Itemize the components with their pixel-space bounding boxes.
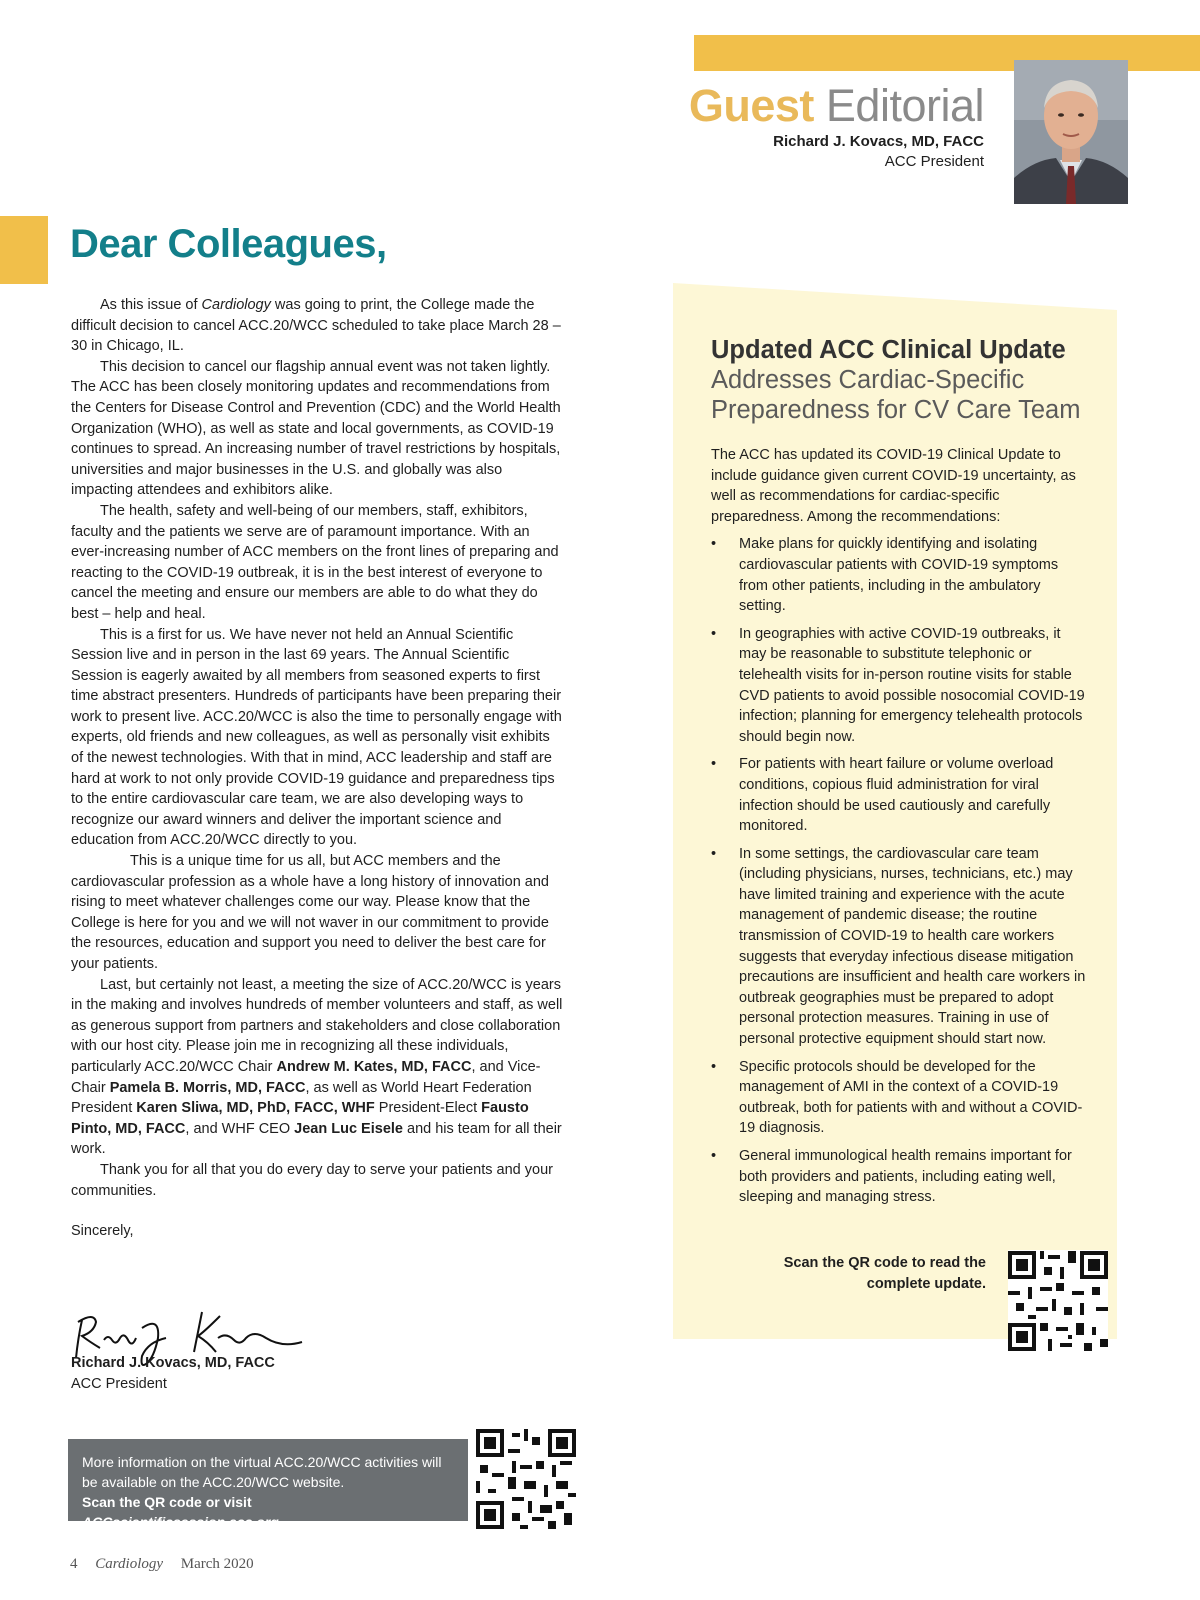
bullet-icon: • <box>711 536 717 553</box>
left-accent-tab <box>0 216 48 284</box>
list-item: • Specific protocols should be developed for the management of AMI in the context of a COVID-19 outbreak, both for patients with and without a COVID-19 diagnosis. <box>711 1058 1083 1137</box>
sidebar-qr-caption: Scan the QR code to read the complete update. <box>783 1255 986 1292</box>
letter-paragraph <box>71 295 563 357</box>
list-item: • General immunological health remains important for both providers and patients, including eating well, sleeping and managing stress. <box>711 1148 1072 1206</box>
bullet-icon: • <box>711 756 717 773</box>
magazine-name: Cardiology <box>201 297 271 313</box>
bullet-icon: • <box>711 845 717 862</box>
author-portrait <box>1014 60 1128 204</box>
info-box-text: More information on the virtual ACC.20/WCC activities will be available on the ACC.20/WCC website. <box>82 1454 442 1490</box>
qr-code-icon[interactable] <box>476 1429 576 1529</box>
list-item: • Make plans for quickly identifying and isolating cardiovascular patients with COVID-19 symptoms from other patients, including in the ambulatory setting. <box>711 536 1059 615</box>
letter-paragraph: The health, safety and well-being of our members, staff, exhibitors, faculty and the patients we serve are of paramount importance. With an ever-increasing number of ACC members on the front lines of preparing and reacting to the COVID-19 outbreak, it is in the best interest of everyone to cancel the meeting and ensure our members are able to do what they do best – help and heal. <box>71 502 559 622</box>
page-number: 4 <box>70 1556 78 1572</box>
letter-paragraph: Last, but certainly not least, a meeting the size of ACC.20/WCC is years in the making and involves hundreds of member volunteers and staff, as well as generous support from partners and stakeholders and close collaboration with our host city. Please join me in recognizing all these individuals, particularly ACC.20/WCC Chair Andrew M. Kates, MD, FACC, and Vice-Chair Pamela B. Morris, MD, FACC, as well as World Heart Federation President Karen Sliwa, MD, PhD, FACC, WHF President-Elect Fausto Pinto, MD, FACC, and WHF CEO Jean Luc Eisele and his team for all their work. <box>71 976 563 1158</box>
section-title-word2: Editorial <box>825 80 984 131</box>
author-name: Richard J. Kovacs, MD, FACC <box>773 133 984 150</box>
letter-greeting: Dear Colleagues, <box>70 222 387 266</box>
honoree-name: Fausto Pinto, MD, FACC <box>71 1100 529 1137</box>
sidebar-subheading: Addresses Cardiac-Specific Preparedness for CV Care Team <box>711 366 1081 424</box>
honoree-name: Pamela B. Morris, MD, FACC <box>109 1079 306 1096</box>
letter-body <box>71 295 563 1242</box>
recommendations-list <box>711 534 1087 1207</box>
letter-paragraph: This is a unique time for us all, but ACC members and the cardiovascular profession as a whole have a long history of innovation and rising to meet whatever challenges come our way. Please know that the College is here for you and we will not waver in our commitment to provide the resources, education and support you need to deliver the best care for your patients. <box>71 853 549 972</box>
honoree-name: Karen Sliwa, MD, PhD, FACC, WHF <box>136 1100 375 1117</box>
letter-paragraph: This decision to cancel our flagship annual event was not taken lightly. The ACC has been closely monitoring updates and recommendations from the Centers for Disease Control and Prevention (CDC) and the World Health Organization (WHO), as well as state and local governments, as COVID-19 continues to spread. An increasing number of travel restrictions by hospitals, universities and major businesses in the U.S. and globally was also impacting attendees and exhibitors alike. <box>71 358 561 499</box>
issue-date: March 2020 <box>180 1556 254 1572</box>
magazine-title: Cardiology <box>95 1556 164 1572</box>
clinical-update-sidebar <box>711 335 1087 1215</box>
letter-closing: Sincerely, <box>71 1223 134 1240</box>
bullet-icon: • <box>711 1058 717 1075</box>
info-box <box>68 1439 468 1530</box>
sidebar-intro: The ACC has updated its COVID-19 Clinical Update to include guidance given current COVID-19 uncertainty, as well as recommendations for cardiac-specific preparedness. Among the recommendations: <box>711 447 1076 525</box>
list-item: • In some settings, the cardiovascular care team (including physicians, nurses, technicians, etc.) may have limited training and experience with the acute management of pandemic disease; the routine transmission of COVID-19 to health care workers suggests that everyday infectious disease mitigation precautions are insufficient and health care workers in outbreak geographies must be prepared to adopt personal protection measures. Training in use of personal protective equipment should start now. <box>711 845 1086 1048</box>
letter-text: As this issue of <box>100 297 202 313</box>
signature-name: Richard J. Kovacs, MD, FACC <box>71 1355 275 1371</box>
website-link[interactable]: ACCscientificsession.acc.org. <box>82 1514 283 1530</box>
section-title-word1: Guest <box>688 80 814 131</box>
honoree-name: Andrew M. Kates, MD, FACC <box>276 1058 472 1075</box>
bullet-icon: • <box>711 625 717 642</box>
page-footer <box>70 1556 254 1573</box>
signature-role: ACC President <box>71 1376 167 1392</box>
honoree-name: Jean Luc Eisele <box>294 1120 403 1137</box>
author-role: ACC President <box>884 153 984 170</box>
info-box-cta: Scan the QR code or visit ACCscientificsession.acc.org. <box>82 1494 283 1530</box>
sidebar-heading: Updated ACC Clinical Update <box>711 336 1066 364</box>
letter-paragraph: Thank you for all that you do every day to serve your patients and your communities. <box>71 1161 553 1199</box>
list-item: • In geographies with active COVID-19 outbreaks, it may be reasonable to substitute telephonic or telehealth visits for in-person routine visits for stable CVD patients to avoid possible nosocomial COVID-19 infection; planning for emergency telehealth protocols should begin now. <box>711 625 1085 745</box>
section-title <box>689 80 984 132</box>
bullet-icon: • <box>711 1148 717 1164</box>
letter-paragraph: This is a first for us. We have never not held an Annual Scientific Session live and in person in the last 69 years. The Annual Scientific Session is eagerly awaited by all members from seasoned experts to first time abstract presenters. Hundreds of participants have been preparing their work to present live. ACC.20/WCC is also the time to personally engage with experts, old friends and new colleagues, as well as personally visit exhibits of the newest technologies. With that in mind, ACC leadership and staff are hard at work to not only provide COVID-19 guidance and preparedness tips to the entire cardiovascular care team, we are also developing ways to recognize our award winners and deliver the important science and education from ACC.20/WCC directly to you. <box>71 626 562 849</box>
letter-text: was going to print, the College made the difficult decision to cancel ACC.20/WCC scheduled to take place March 28 – 30 in Chicago, IL. <box>71 297 561 355</box>
list-item: • For patients with heart failure or volume overload conditions, copious fluid administration for viral infection should be used cautiously and carefully monitored. <box>711 756 1054 835</box>
masthead <box>689 80 984 171</box>
qr-code-icon[interactable] <box>1008 1250 1108 1352</box>
